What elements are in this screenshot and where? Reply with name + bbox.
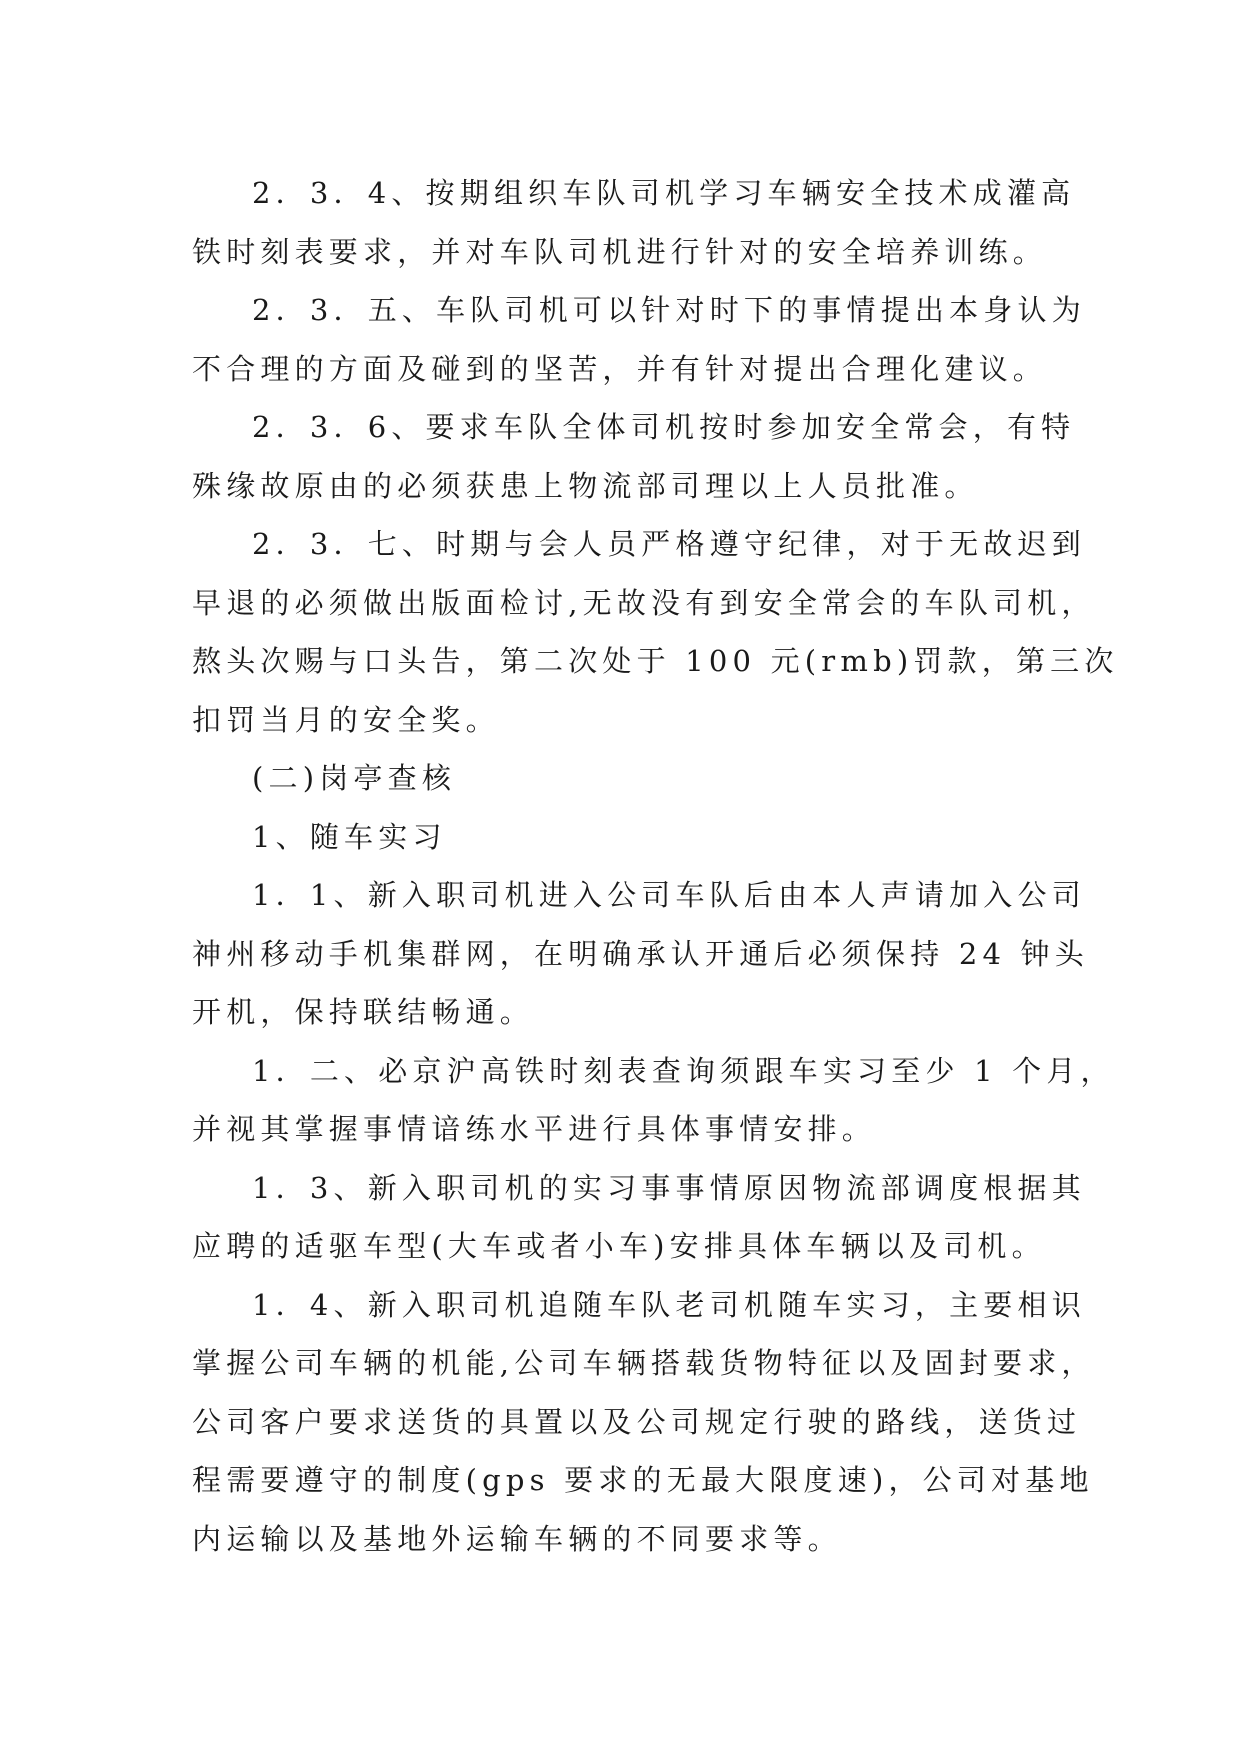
text-line: 扣罚当月的安全奖。 [192,702,500,737]
text-line: 铁时刻表要求，并对车队司机进行针对的安全培养训练。 [192,234,1048,269]
text-line: 早退的必须做出版面检讨,无故没有到安全常会的车队司机， [192,585,1096,620]
text-line: 内运输以及基地外运输车辆的不同要求等。 [192,1521,842,1556]
text-line: 1．二、必京沪高铁时刻表查询须跟车实习至少 1 个月， [252,1053,1115,1088]
text-line: 2．3．6、要求车队全体司机按时参加安全常会，有特 [252,410,1076,444]
text-line: 2．3．4、按期组织车队司机学习车辆安全技术成灌高 [252,176,1076,210]
text-line: 1．1、新入职司机进入公司车队后由本人声请加入公司 [252,878,1086,912]
text-line: 1．3、新入职司机的实习事事情原因物流部调度根据其 [252,1170,1086,1205]
text-line: 掌握公司车辆的机能,公司车辆搭载货物特征以及固封要求， [192,1346,1096,1380]
text-line: 并视其掌握事情谙练水平进行具体事情安排。 [192,1112,877,1146]
text-line: 程需要遵守的制度(gps 要求的无最大限度速)，公司对基地 [192,1463,1094,1497]
text-line: 1、随车实习 [252,819,447,854]
text-line: 殊缘故原由的必须获患上物流部司理以上人员批准。 [192,468,979,503]
text-line: 2．3．五、车队司机可以针对时下的事情提出本身认为 [252,293,1086,327]
text-line: 神州移动手机集群网，在明确承认开通后必须保持 24 钟头 [192,936,1089,971]
document-body [192,164,1119,1568]
text-line: (二)岗亭查核 [252,761,457,795]
text-line: 2．3．七、时期与会人员严格遵守纪律，对于无故迟到 [252,527,1086,561]
text-line: 开机，保持联结畅通。 [192,995,535,1029]
text-line: 公司客户要求送货的具置以及公司规定行驶的路线，送货过 [192,1404,1082,1439]
text-line: 应聘的适驱车型(大车或者小车)安排具体车辆以及司机。 [192,1229,1046,1263]
text-line: 不合理的方面及碰到的坚苦，并有针对提出合理化建议。 [192,351,1048,386]
text-line: 1．4、新入职司机追随车队老司机随车实习，主要相识 [252,1287,1086,1322]
text-line: 熬头次赐与口头告，第二次处于 100 元(rmb)罚款，第三次 [192,644,1119,678]
